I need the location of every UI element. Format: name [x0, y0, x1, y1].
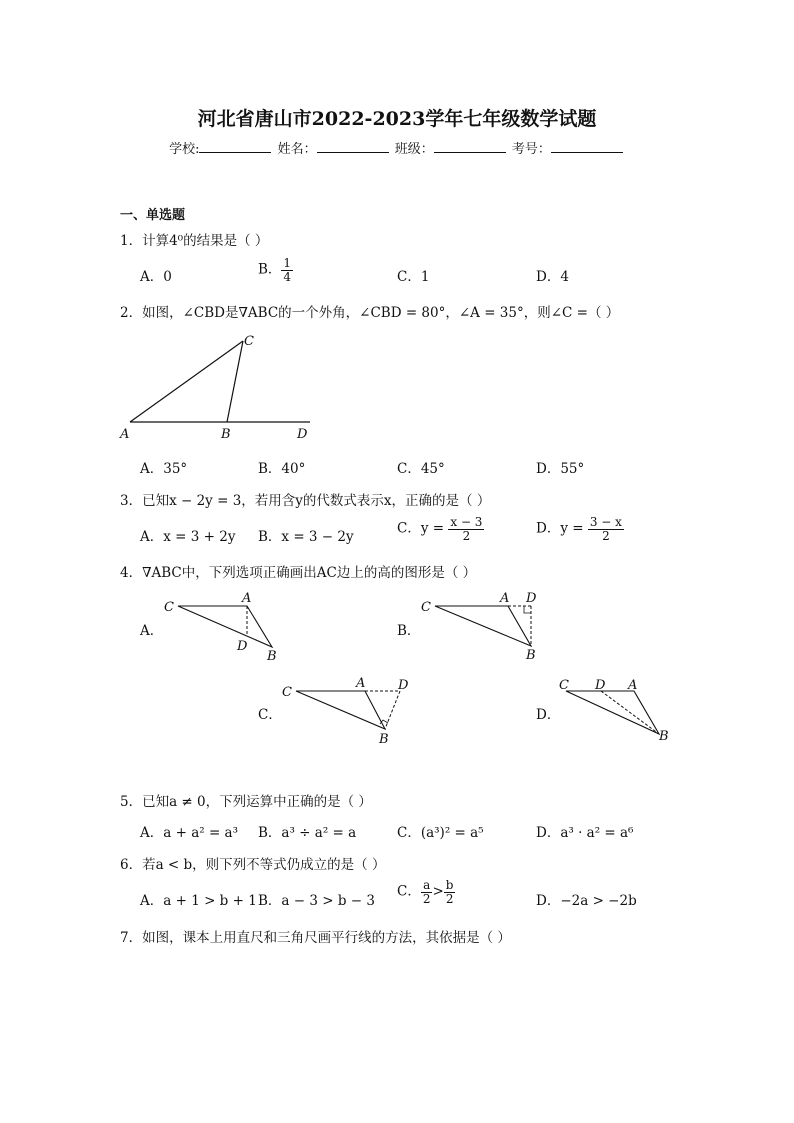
q4-option-a: A．: [140, 623, 164, 639]
fraction-denominator: 2: [462, 528, 471, 543]
label-d: D: [237, 639, 248, 654]
q5-option-d: D．a³ · a² = a⁶: [536, 825, 634, 841]
q4-figure-a: [160, 590, 290, 665]
q2-option-c: C．45°: [397, 461, 445, 477]
q4-option-b: B．: [397, 623, 421, 639]
label-d: D: [398, 678, 409, 693]
name-label: 姓名：: [277, 142, 317, 157]
fraction-denominator: 2: [602, 528, 610, 543]
fraction-numerator: b: [445, 878, 454, 892]
q4-figure-c: [280, 672, 420, 750]
name-blank: [317, 140, 389, 153]
id-blank: [551, 140, 623, 153]
q1-option-d: D．4: [536, 269, 569, 285]
label-a: A: [628, 678, 638, 693]
q6-option-a: A．a + 1 > b + 1: [140, 893, 257, 909]
label-a: A: [356, 676, 366, 691]
q3-option-c: [397, 516, 484, 542]
label-b: B: [267, 649, 277, 664]
q2-triangle-figure: [115, 330, 325, 445]
q4-option-d: D．: [536, 707, 561, 723]
q4-figure-d: [555, 672, 680, 750]
q5-option-b: B．a³ ÷ a² = a: [258, 825, 357, 841]
q3-option-c-label: C．y =: [397, 520, 445, 537]
q1-option-b-label: B．: [258, 261, 282, 278]
fraction-denominator: 4: [283, 269, 292, 284]
fraction-a-over-2: [421, 879, 433, 905]
greater-than-sign: >: [432, 883, 444, 900]
label-a: A: [242, 591, 252, 606]
label-a: A: [500, 591, 510, 606]
student-info-line: [0, 138, 794, 157]
fraction-numerator: 1: [283, 256, 292, 270]
fraction-numerator: x − 3: [450, 515, 483, 529]
label-c: C: [282, 685, 292, 700]
question-2: 2．如图，∠CBD是∇ABC的一个外角，∠CBD = 80°，∠A = 35°，则∠C =（ ）: [120, 305, 620, 321]
q1-option-b-fraction: [281, 257, 293, 283]
label-c: C: [164, 600, 174, 615]
q6-option-c: [397, 879, 455, 905]
label-d: D: [595, 678, 606, 693]
q2-option-b: B．40°: [258, 461, 306, 477]
school-blank: [199, 140, 271, 153]
q3-option-c-fraction: [448, 516, 484, 542]
question-4: 4．∇ABC中，下列选项正确画出AC边上的高的图形是（ ）: [120, 565, 477, 581]
q1-option-c: C．1: [397, 269, 430, 285]
q3-option-b: B．x = 3 − 2y: [258, 529, 354, 545]
label-d: D: [297, 427, 308, 442]
question-7: 7．如图，课本上用直尺和三角尺画平行线的方法，其依据是（ ）: [120, 930, 511, 946]
id-label: 考号：: [511, 142, 551, 157]
label-c: C: [421, 600, 431, 615]
q3-option-a: A．x = 3 + 2y: [140, 529, 236, 545]
question-3: 3．已知x − 2y = 3，若用含y的代数式表示x，正确的是（ ）: [120, 493, 491, 509]
q4-figure-b: [418, 588, 558, 666]
q6-option-b: B．a − 3 > b − 3: [258, 893, 375, 909]
fraction-numerator: 3 − x: [589, 515, 622, 529]
q3-option-d-fraction: [588, 516, 624, 542]
q1-option-b: [258, 257, 293, 283]
question-1: 1．计算4⁰的结果是（ ）: [120, 233, 269, 249]
label-b: B: [379, 732, 389, 747]
q2-option-d: D．55°: [536, 461, 585, 477]
label-a: A: [120, 427, 130, 442]
school-label: 学校:: [169, 142, 200, 157]
q6-option-d: D．−2a > −2b: [536, 893, 637, 909]
page-title: 河北省唐山市2022-2023学年七年级数学试题: [197, 108, 597, 130]
fraction-denominator: 2: [445, 891, 454, 906]
q6-option-c-label: C．: [397, 883, 421, 900]
q3-option-d: [536, 516, 624, 542]
label-b: B: [221, 427, 231, 442]
class-blank: [434, 140, 506, 153]
label-c: C: [559, 678, 569, 693]
altitude-line: [601, 691, 659, 734]
altitude-line: [385, 691, 400, 729]
fraction-numerator: a: [423, 878, 431, 892]
fraction-denominator: 2: [422, 891, 431, 906]
class-label: 班级：: [394, 142, 434, 157]
fraction-b-over-2: [444, 879, 456, 905]
label-b: B: [659, 729, 669, 744]
question-6: 6．若a < b，则下列不等式仍成立的是（ ）: [120, 857, 386, 873]
q5-option-a: A．a + a² = a³: [140, 825, 239, 841]
section-heading: 一、单选题: [120, 208, 186, 223]
line-ac: [130, 341, 243, 422]
label-d: D: [526, 591, 537, 606]
q3-option-d-label: D．y =: [536, 520, 584, 537]
q1-option-a: A．0: [140, 269, 172, 285]
question-5: 5．已知a ≠ 0，下列运算中正确的是（ ）: [120, 794, 372, 810]
label-c: C: [244, 334, 254, 349]
line-bc: [227, 341, 243, 422]
q5-option-c: C．(a³)² = a⁵: [397, 825, 484, 841]
q4-option-c: C．: [258, 707, 282, 723]
q2-option-a: A．35°: [140, 461, 188, 477]
label-b: B: [526, 648, 536, 663]
